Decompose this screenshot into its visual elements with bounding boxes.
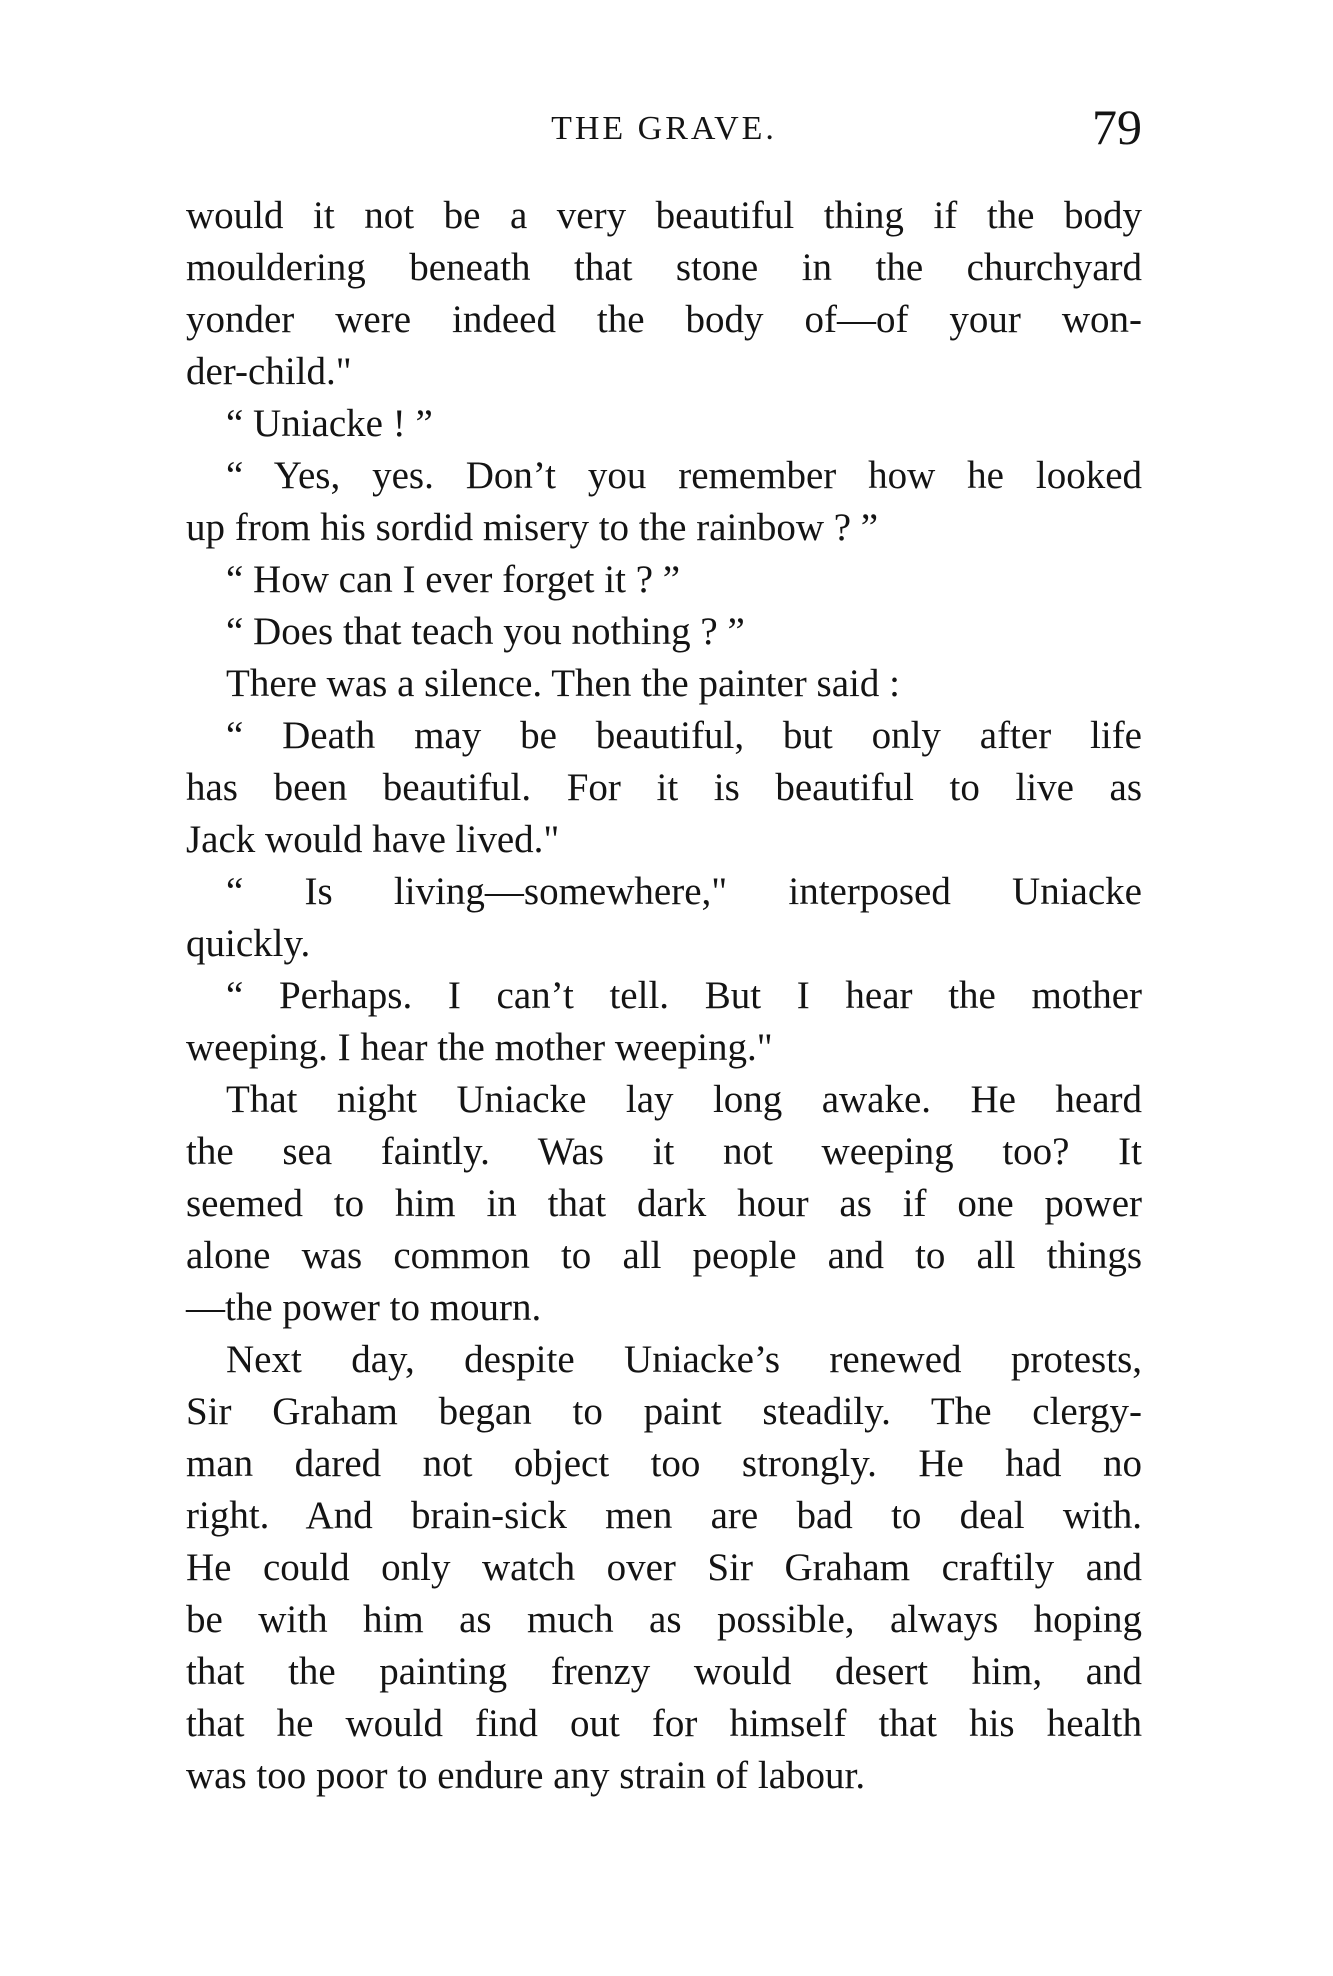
text-line: quickly.: [186, 922, 311, 965]
text-line: yonder were indeed the body of—of your won-: [186, 298, 1142, 341]
text-line: Jack would have lived.": [186, 818, 560, 861]
text-line: that he would find out for himself that his health: [186, 1702, 1142, 1745]
body-text: [186, 190, 1142, 1802]
page-number: 79: [1092, 99, 1142, 155]
text-line: seemed to him in that dark hour as if one power: [186, 1182, 1142, 1225]
text-line: “ How can I ever forget it ? ”: [226, 558, 681, 601]
text-line: There was a silence. Then the painter said :: [226, 662, 900, 705]
text-line: mouldering beneath that stone in the churchyard: [186, 246, 1142, 289]
text-line: man dared not object too strongly. He had no: [186, 1442, 1142, 1485]
text-line: “ Is living—somewhere," interposed Uniacke: [226, 870, 1142, 913]
text-line: He could only watch over Sir Graham craftily and: [186, 1546, 1142, 1589]
running-head: THE GRAVE.: [551, 110, 777, 147]
page-header: [186, 99, 1142, 162]
text-line: der-child.": [186, 350, 352, 393]
text-line: would it not be a very beautiful thing if the body: [186, 194, 1142, 237]
text-line: the sea faintly. Was it not weeping too? It: [186, 1130, 1142, 1173]
text-line: weeping. I hear the mother weeping.": [186, 1026, 773, 1069]
text-line: “ Yes, yes. Don’t you remember how he looked: [226, 454, 1142, 497]
text-line: has been beautiful. For it is beautiful to live as: [186, 766, 1142, 809]
text-line: up from his sordid misery to the rainbow ? ”: [186, 506, 879, 549]
text-line: right. And brain-sick men are bad to deal with.: [186, 1494, 1142, 1537]
text-line: that the painting frenzy would desert him, and: [186, 1650, 1142, 1693]
text-line: “ Does that teach you nothing ? ”: [226, 610, 745, 653]
text-line: was too poor to endure any strain of labour.: [186, 1754, 866, 1797]
text-line: alone was common to all people and to all things: [186, 1234, 1142, 1277]
text-line: Next day, despite Uniacke’s renewed protests,: [226, 1338, 1142, 1381]
text-line: Sir Graham began to paint steadily. The clergy-: [186, 1390, 1142, 1433]
text-line: “ Death may be beautiful, but only after life: [226, 714, 1142, 757]
text-line: —the power to mourn.: [186, 1286, 542, 1329]
text-line: be with him as much as possible, always hoping: [186, 1598, 1142, 1641]
text-line: That night Uniacke lay long awake. He heard: [226, 1078, 1142, 1121]
text-line: “ Uniacke ! ”: [226, 402, 433, 445]
text-line: “ Perhaps. I can’t tell. But I hear the mother: [226, 974, 1142, 1017]
